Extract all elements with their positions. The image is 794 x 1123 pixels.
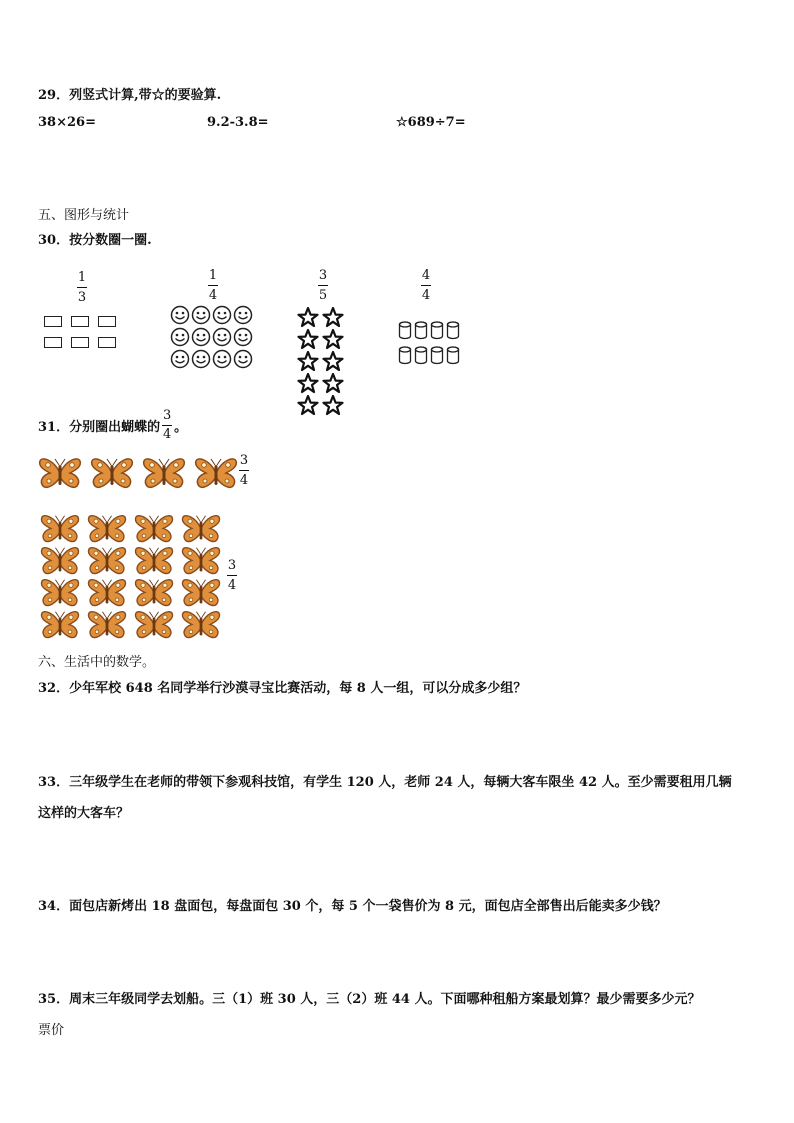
star-icon [297, 395, 319, 416]
q30-stars [297, 307, 347, 416]
section-5-title: 五、图形与统计 [38, 208, 130, 223]
butterfly-icon [38, 609, 82, 640]
q35-price-label: 票价 [38, 1023, 65, 1038]
cylinder-icon [414, 321, 428, 341]
star-icon [322, 373, 344, 394]
butterfly-icon [194, 456, 238, 492]
rectangle-shape [71, 337, 89, 348]
smiley-face-icon [233, 305, 253, 325]
butterfly-icon [38, 513, 82, 544]
q35-text: 35．周末三年级同学去划船。三（1）班 30 人，三（2）班 44 人。下面哪种租船方案最划算？最少需要多少元？ [38, 992, 701, 1007]
smiley-face-icon [212, 349, 232, 369]
q29-item-3: ☆689÷7= [396, 115, 466, 130]
star-icon [297, 351, 319, 372]
smiley-face-icon [233, 327, 253, 347]
butterfly-icon [179, 513, 223, 544]
q31-title-prefix: 31．分别圈出蝴蝶的 [38, 420, 161, 435]
smiley-face-icon [191, 327, 211, 347]
star-icon [322, 307, 344, 328]
q30-fraction-3 [318, 268, 328, 303]
fraction-denominator: 4 [239, 473, 249, 488]
fraction-bar [77, 287, 87, 288]
cylinder-icon [398, 321, 412, 341]
butterfly-icon [38, 545, 82, 576]
q30-cylinders [398, 321, 462, 366]
q31-title-fraction [162, 409, 172, 442]
fraction-numerator: 3 [318, 268, 328, 283]
fraction-bar [208, 285, 218, 286]
q30-fraction-1 [77, 270, 87, 305]
butterfly-icon [132, 609, 176, 640]
q29-item-2: 9.2-3.8= [207, 115, 269, 130]
q30-smiley-faces [170, 305, 254, 369]
butterfly-icon [132, 545, 176, 576]
fraction-bar [318, 285, 328, 286]
smiley-face-icon [170, 305, 190, 325]
q31-group-2-fraction [227, 558, 237, 593]
q34-text: 34．面包店新烤出 18 盘面包，每盘面包 30 个，每 5 个一袋售价为 8 元，面包店全部售出后能卖多少钱？ [38, 899, 667, 914]
smiley-face-icon [191, 349, 211, 369]
smiley-face-icon [212, 305, 232, 325]
star-icon [322, 329, 344, 350]
butterfly-icon [142, 456, 186, 492]
butterfly-icon [132, 577, 176, 608]
fraction-numerator: 4 [421, 268, 431, 283]
star-icon [322, 395, 344, 416]
butterfly-icon [90, 456, 134, 492]
cylinder-icon [398, 346, 412, 366]
fraction-denominator: 4 [208, 288, 218, 303]
fraction-bar [239, 470, 249, 471]
star-icon [297, 307, 319, 328]
smiley-face-icon [233, 349, 253, 369]
q31-group-1-fraction [239, 453, 249, 488]
butterfly-icon [85, 513, 129, 544]
q31-butterflies-group-1 [38, 456, 249, 492]
butterfly-icon [85, 609, 129, 640]
smiley-face-icon [212, 327, 232, 347]
q30-fraction-2 [208, 268, 218, 303]
rectangle-shape [98, 316, 116, 327]
q33-line-1: 33．三年级学生在老师的带领下参观科技馆，有学生 120 人，老师 24 人，每辆大客车限坐 42 人。至少需要租用几辆 [38, 775, 732, 790]
q31-title [38, 409, 187, 442]
smiley-face-icon [191, 305, 211, 325]
q30-title: 30．按分数圈一圈. [38, 233, 152, 248]
rectangle-shape [71, 316, 89, 327]
rectangle-shape [44, 316, 62, 327]
cylinder-icon [414, 346, 428, 366]
fraction-numerator: 1 [77, 270, 87, 285]
smiley-face-icon [170, 327, 190, 347]
rectangle-shape [98, 337, 116, 348]
butterfly-icon [38, 456, 82, 492]
rectangle-shape [44, 337, 62, 348]
butterfly-icon [85, 577, 129, 608]
fraction-numerator: 3 [239, 453, 249, 468]
fraction-denominator: 5 [318, 288, 328, 303]
smiley-face-icon [170, 349, 190, 369]
butterfly-icon [38, 577, 82, 608]
star-icon [322, 351, 344, 372]
fraction-denominator: 3 [77, 290, 87, 305]
fraction-numerator: 1 [208, 268, 218, 283]
q33-line-2: 这样的大客车？ [38, 806, 130, 821]
cylinder-icon [430, 321, 444, 341]
butterfly-icon [179, 609, 223, 640]
fraction-denominator: 4 [162, 427, 172, 442]
cylinder-icon [446, 321, 460, 341]
fraction-bar [421, 285, 431, 286]
cylinder-icon [430, 346, 444, 366]
fraction-bar [227, 575, 237, 576]
fraction-numerator: 3 [162, 408, 172, 423]
section-6-title: 六、生活中的数学。 [38, 655, 156, 670]
butterfly-icon [179, 577, 223, 608]
q30-fraction-4 [421, 268, 431, 303]
butterfly-icon [179, 545, 223, 576]
butterfly-icon [85, 545, 129, 576]
q30-rectangles [44, 316, 116, 348]
fraction-numerator: 3 [227, 558, 237, 573]
star-icon [297, 373, 319, 394]
fraction-denominator: 4 [227, 578, 237, 593]
star-icon [297, 329, 319, 350]
fraction-bar [162, 425, 172, 426]
q32-text: 32．少年军校 648 名同学举行沙漠寻宝比赛活动，每 8 人一组，可以分成多少组？ [38, 681, 527, 696]
butterfly-icon [132, 513, 176, 544]
q31-butterflies-group-2 [38, 513, 226, 640]
q29-item-1: 38×26= [38, 115, 96, 130]
cylinder-icon [446, 346, 460, 366]
q29-title: 29．列竖式计算,带☆的要验算. [38, 88, 222, 103]
fraction-denominator: 4 [421, 288, 431, 303]
q31-title-suffix: 。 [174, 420, 188, 435]
